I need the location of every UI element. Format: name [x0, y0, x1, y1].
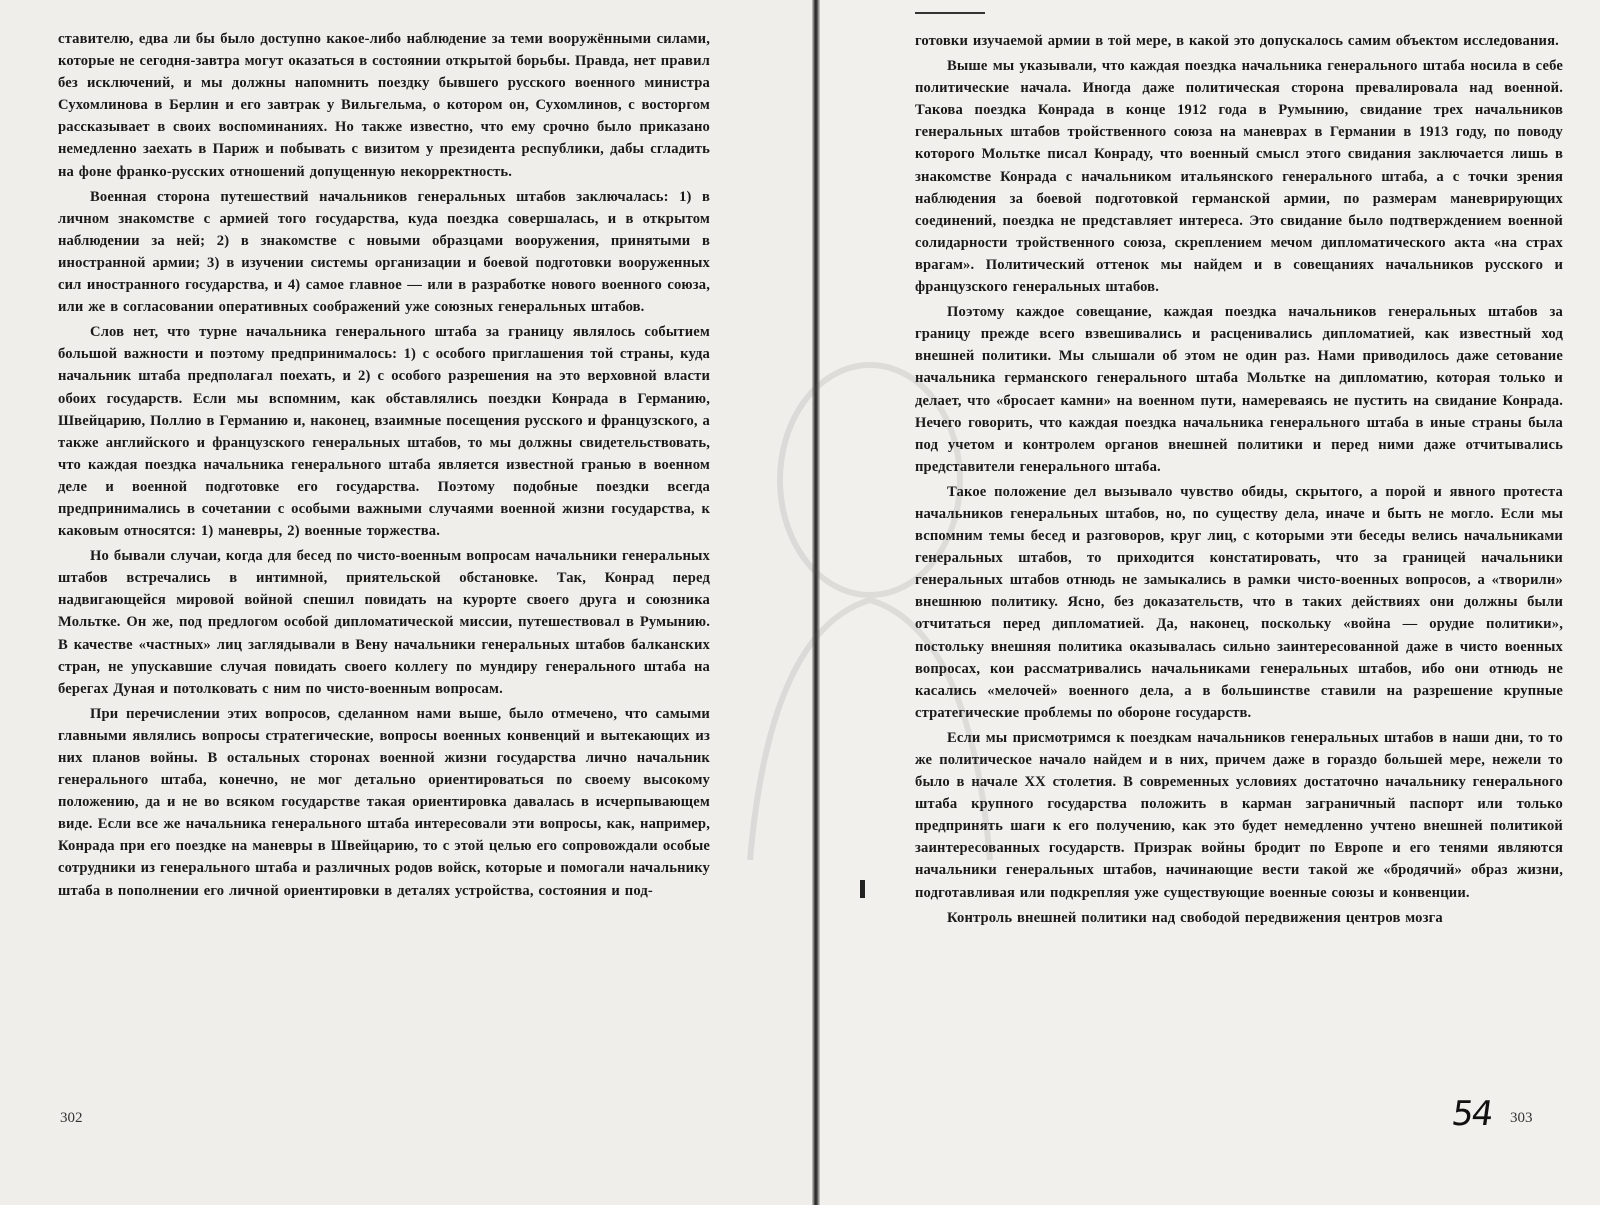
right-page-number: 303: [1510, 1110, 1533, 1126]
book-gutter: [812, 0, 820, 1205]
right-paragraph-3: Поэтому каждое совещание, каждая поездка начальников генеральных штабов за границу прежде всего взвешивались и расценивались дипломатией, как известный ход внешней политики. Мы слышали об этом не один раз. Нами приводилось даже сетование начальника германского генерального штаба Мольтке на дипломатию, которая только и делает, что «бросает камни» на военном пути, намереваясь не пустить на свидание Конрада. Нечего говорить, что каждая поездка начальника генерального штаба в иные страны была под учетом и контролем органов внешней политики и перед ними даже отчитывались представители генерального штаба.: [915, 304, 1563, 475]
right-paragraph-6: Контроль внешней политики над свободой передвижения центров мозга: [947, 909, 1443, 926]
handwritten-folio-number: 54: [1449, 1094, 1495, 1134]
left-paragraph-3: Слов нет, что турне начальника генерального штаба за границу являлось событием большой важности и поэтому предпринималось: 1) с особого приглашения той страны, куда начальник штаба предполагал поехать, и 2) с особого разрешения на это верховной власти обоих государств. Если мы вспомним, как обставлялись поездки Конрада в Германию, Швейцарию, Поллио в Германию и, наконец, взаимные посещения русского и французского, а также английского и французского генеральных штабов, то мы должны свидетельствовать, что каждая поездка начальника генерального штаба является известной гранью в военном деле и военной подготовке его государства. Поэтому подобные поездки всегда предпринимались в сочетании с особыми важными случаями военной жизни государства, к каковым относятся: 1) маневры, 2) военные торжества.: [58, 324, 710, 540]
left-paragraph-5: При перечислении этих вопросов, сделанном нами выше, было отмечено, что самыми главными являлись вопросы стратегические, вопросы военных конвенций и вытекающих из них планов войны. В остальных сторонах военной жизни государства лично начальник генерального штаба, конечно, не мог детально ориентироваться по своему высокому положению, да и не во всяком государстве такая ориентировка давалась в исчерпывающем виде. Если все же начальника генерального штаба интересовали эти вопросы, как, например, Конрада при его поездке на маневры в Швейцарию, то с этой целью его сопровождали особые сотрудники из генерального штаба и различных родов войск, которые и помогали начальнику штаба в пополнении его личной ориентировки в деталях устройства, состояния и под-: [58, 705, 710, 899]
top-edge-mark: [915, 12, 985, 14]
left-paragraph-4: Но бывали случаи, когда для бесед по чисто-военным вопросам начальники генеральных штабов встречались в интимной, приятельской обстановке. Так, Конрад перед надвигающейся мировой войной спешил повидать на курорте своего друга и союзника Мольтке. Он же, под предлогом особой дипломатической миссии, путешествовал в Румынию. В качестве «частных» лиц заглядывали в Вену начальники генеральных штабов балканских стран, не упускавшие случая повидать своего коллегу по мундиру генерального штаба на берегах Дуная и потолковать с ним по чисто-военным вопросам.: [58, 548, 710, 697]
right-paragraph-5: Если мы присмотримся к поездкам начальников генеральных штабов в наши дни, то то же политическое начало найдем и в них, причем даже в гораздо большей мере, нежели то было в начале XX столетия. В современных условиях достаточно начальнику генерального штаба крупного государства положить в карман заграничный паспорт или только предпринять шаги к его получению, как это будет немедленно учтено внешней политикой заинтересованных государств. Призрак войны бродит по Европе и его тенями являются начальники генеральных штабов, начинающие вести такой же «бродячий» образ жизни, подготавливая или подкрепляя уже существующие военные союзы и конвенции.: [915, 729, 1563, 901]
right-paragraph-1: готовки изучаемой армии в той мере, в какой это допускалось самим объектом исследования.: [915, 33, 1559, 49]
left-paragraph-1: ставителю, едва ли бы было доступно какое-либо наблюдение за теми вооружёнными силами, которые не сегодня-завтра могут оказаться в состоянии открытой борьбы. Правда, нет правил без исключений, и мы должны напомнить поездку бывшего русского военного министра Сухомлинова в Берлин и его завтрак у Вильгельма, о котором он, Сухомлинов, с восторгом рассказывает в своих воспоминаниях. Но также известно, что ему срочно было приказано немедленно заехать в Париж и побывать с визитом у президента республики, дабы сгладить на фоне франко-русских отношений допущенную некорректность.: [58, 31, 710, 180]
left-paragraph-2: Военная сторона путешествий начальников генеральных штабов заключалась: 1) в личном знакомстве с армией того государства, куда поездка совершалась, и в открытом наблюдении за ней; 2) в знакомстве с новыми образцами вооружения, принятыми в иностранной армии; 3) в изучении системы организации и боевой подготовки вооруженных сил иностранного государства, и 4) самое главное — или в разработке нового военного союза, или же в согласовании оперативных соображений уже союзных генеральных штабов.: [58, 188, 710, 316]
left-page-number: 302: [60, 1110, 83, 1126]
right-paragraph-4: Такое положение дел вызывало чувство обиды, скрытого, а порой и явного протеста начальников генеральных штабов, но, по существу дела, иначе и быть не могло. Если мы вспомним темы бесед и разговоров, круг лиц, с которыми эти беседы велись начальниками генеральных штабов, то приходится констатировать, что за границей начальники генеральных штабов отнюдь не замыкались в рамки чисто-военных вопросов, а «творили» внешнюю политику. Ясно, без доказательств, что в таких действиях они должны были отчитаться перед дипломатией. Да, наконец, поскольку «война — орудие политики», постольку внешняя политика оказывалась сильно заинтересованной даже в чисто военных вопросах, кои рассматривались начальниками генеральных штабов, ибо они отнюдь не касались «мелочей» военного дела, а в большинстве ставили на разрешение крупные стратегические проблемы по обороне государств.: [915, 483, 1563, 721]
right-page-text: [915, 30, 1563, 932]
margin-mark: [860, 880, 865, 898]
left-page-text: [58, 28, 710, 905]
right-paragraph-2: Выше мы указывали, что каждая поездка начальника генерального штаба носила в себе политические начала. Иногда даже политическая сторона превалировала над военной. Такова поездка Конрада в конце 1912 года в Румынию, свидание трех начальников генеральных штабов тройственного союза на маневрах в Германии в 1913 году, по поводу которого Мольтке писал Конраду, что военный смысл этого свидания заключается лишь в знакомстве Конрада с начальником итальянского генерального штаба, а с точки зрения наблюдения за боевой подготовкой германской армии, по размерам маневрирующих соединений, поездка не представляет интереса. Это свидание было подтверждением военной солидарности тройственного союза, скреплением мечом дипломатического акта «на страх врагам». Политический оттенок мы найдем и в совещаниях начальников русского и французского генеральных штабов.: [915, 58, 1563, 296]
